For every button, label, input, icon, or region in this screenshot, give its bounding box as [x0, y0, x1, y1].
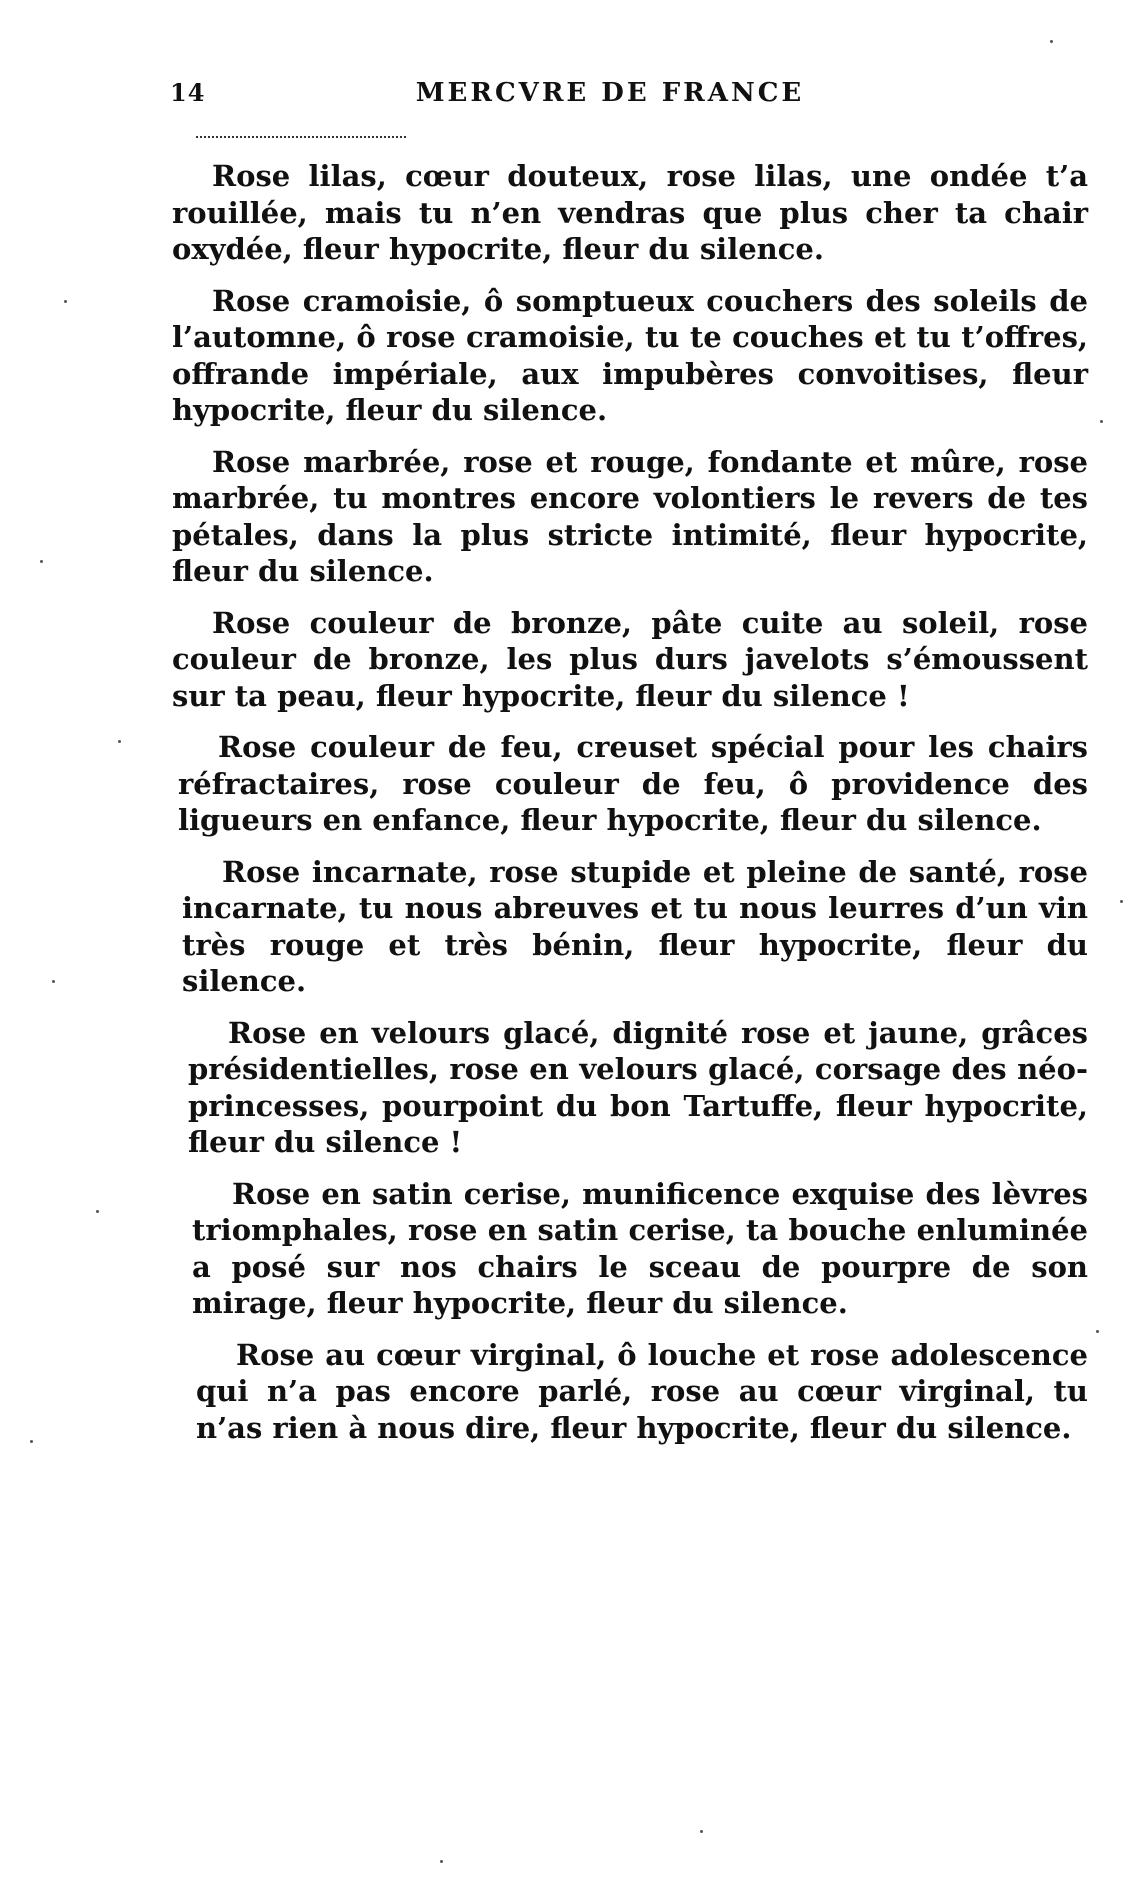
paragraph-rose-feu: Rose couleur de feu, creuset spécial pour les chairs réfractaires, rose couleur de feu, ô providence des ligueurs en enfance, fleur hypocrite, fleur du silence. — [178, 730, 1088, 837]
journal-title: MERCVRE DE FRANCE — [415, 78, 805, 108]
paragraph-rose-virginal: Rose au cœur virginal, ô louche et rose adolescence qui n’a pas encore parlé, rose au cœur virginal, tu n’as rien à nous dire, fleur hypocrite, fleur du silence. — [196, 1337, 1088, 1445]
body-text — [172, 158, 1088, 1778]
running-head — [170, 78, 1050, 114]
paragraph-rose-velours: Rose en velours glacé, dignité rose et jaune, grâces présidentielles, rose en velours glacé, corsage des néo-princesses, pourpoint du bon Tartuffe, fleur hypocrite, fleur du silence ! — [188, 1015, 1088, 1159]
paragraph-rose-cramoisie: Rose cramoisie, ô somptueux couchers des soleils de l’automne, ô rose cramoisie, tu te couches et tu t’offres, offrande impériale, aux impubères convoitises, fleur hypocrite, fleur du silence. — [172, 283, 1088, 427]
paragraph-rose-incarnate: Rose incarnate, rose stupide et pleine de santé, rose incarnate, tu nous abreuves et tu nous leurres d’un vin très rouge et très bénin, fleur hypocrite, fleur du silence. — [182, 854, 1088, 998]
paragraph-rose-bronze: Rose couleur de bronze, pâte cuite au soleil, rose couleur de bronze, les plus durs javelots s’émoussent sur ta peau, fleur hypocrite, fleur du silence ! — [172, 605, 1088, 713]
paragraph-rose-satin: Rose en satin cerise, munificence exquise des lèvres triomphales, rose en satin cerise, ta bouche enluminée a posé sur nos chairs le sceau de pourpre de son mirage, fleur hypocrite, fleur du silence. — [192, 1176, 1088, 1320]
page-number: 14 — [170, 78, 206, 107]
paragraph-rose-marbree: Rose marbrée, rose et rouge, fondante et mûre, rose marbrée, tu montres encore volontiers le revers de tes pétales, dans la plus stricte intimité, fleur hypocrite, fleur du silence. — [172, 444, 1088, 588]
header-rule — [196, 136, 406, 138]
paragraph-rose-lilas: Rose lilas, cœur douteux, rose lilas, une ondée t’a rouillée, mais tu n’en vendras que plus cher ta chair oxydée, fleur hypocrite, fleur du silence. — [172, 159, 1088, 266]
